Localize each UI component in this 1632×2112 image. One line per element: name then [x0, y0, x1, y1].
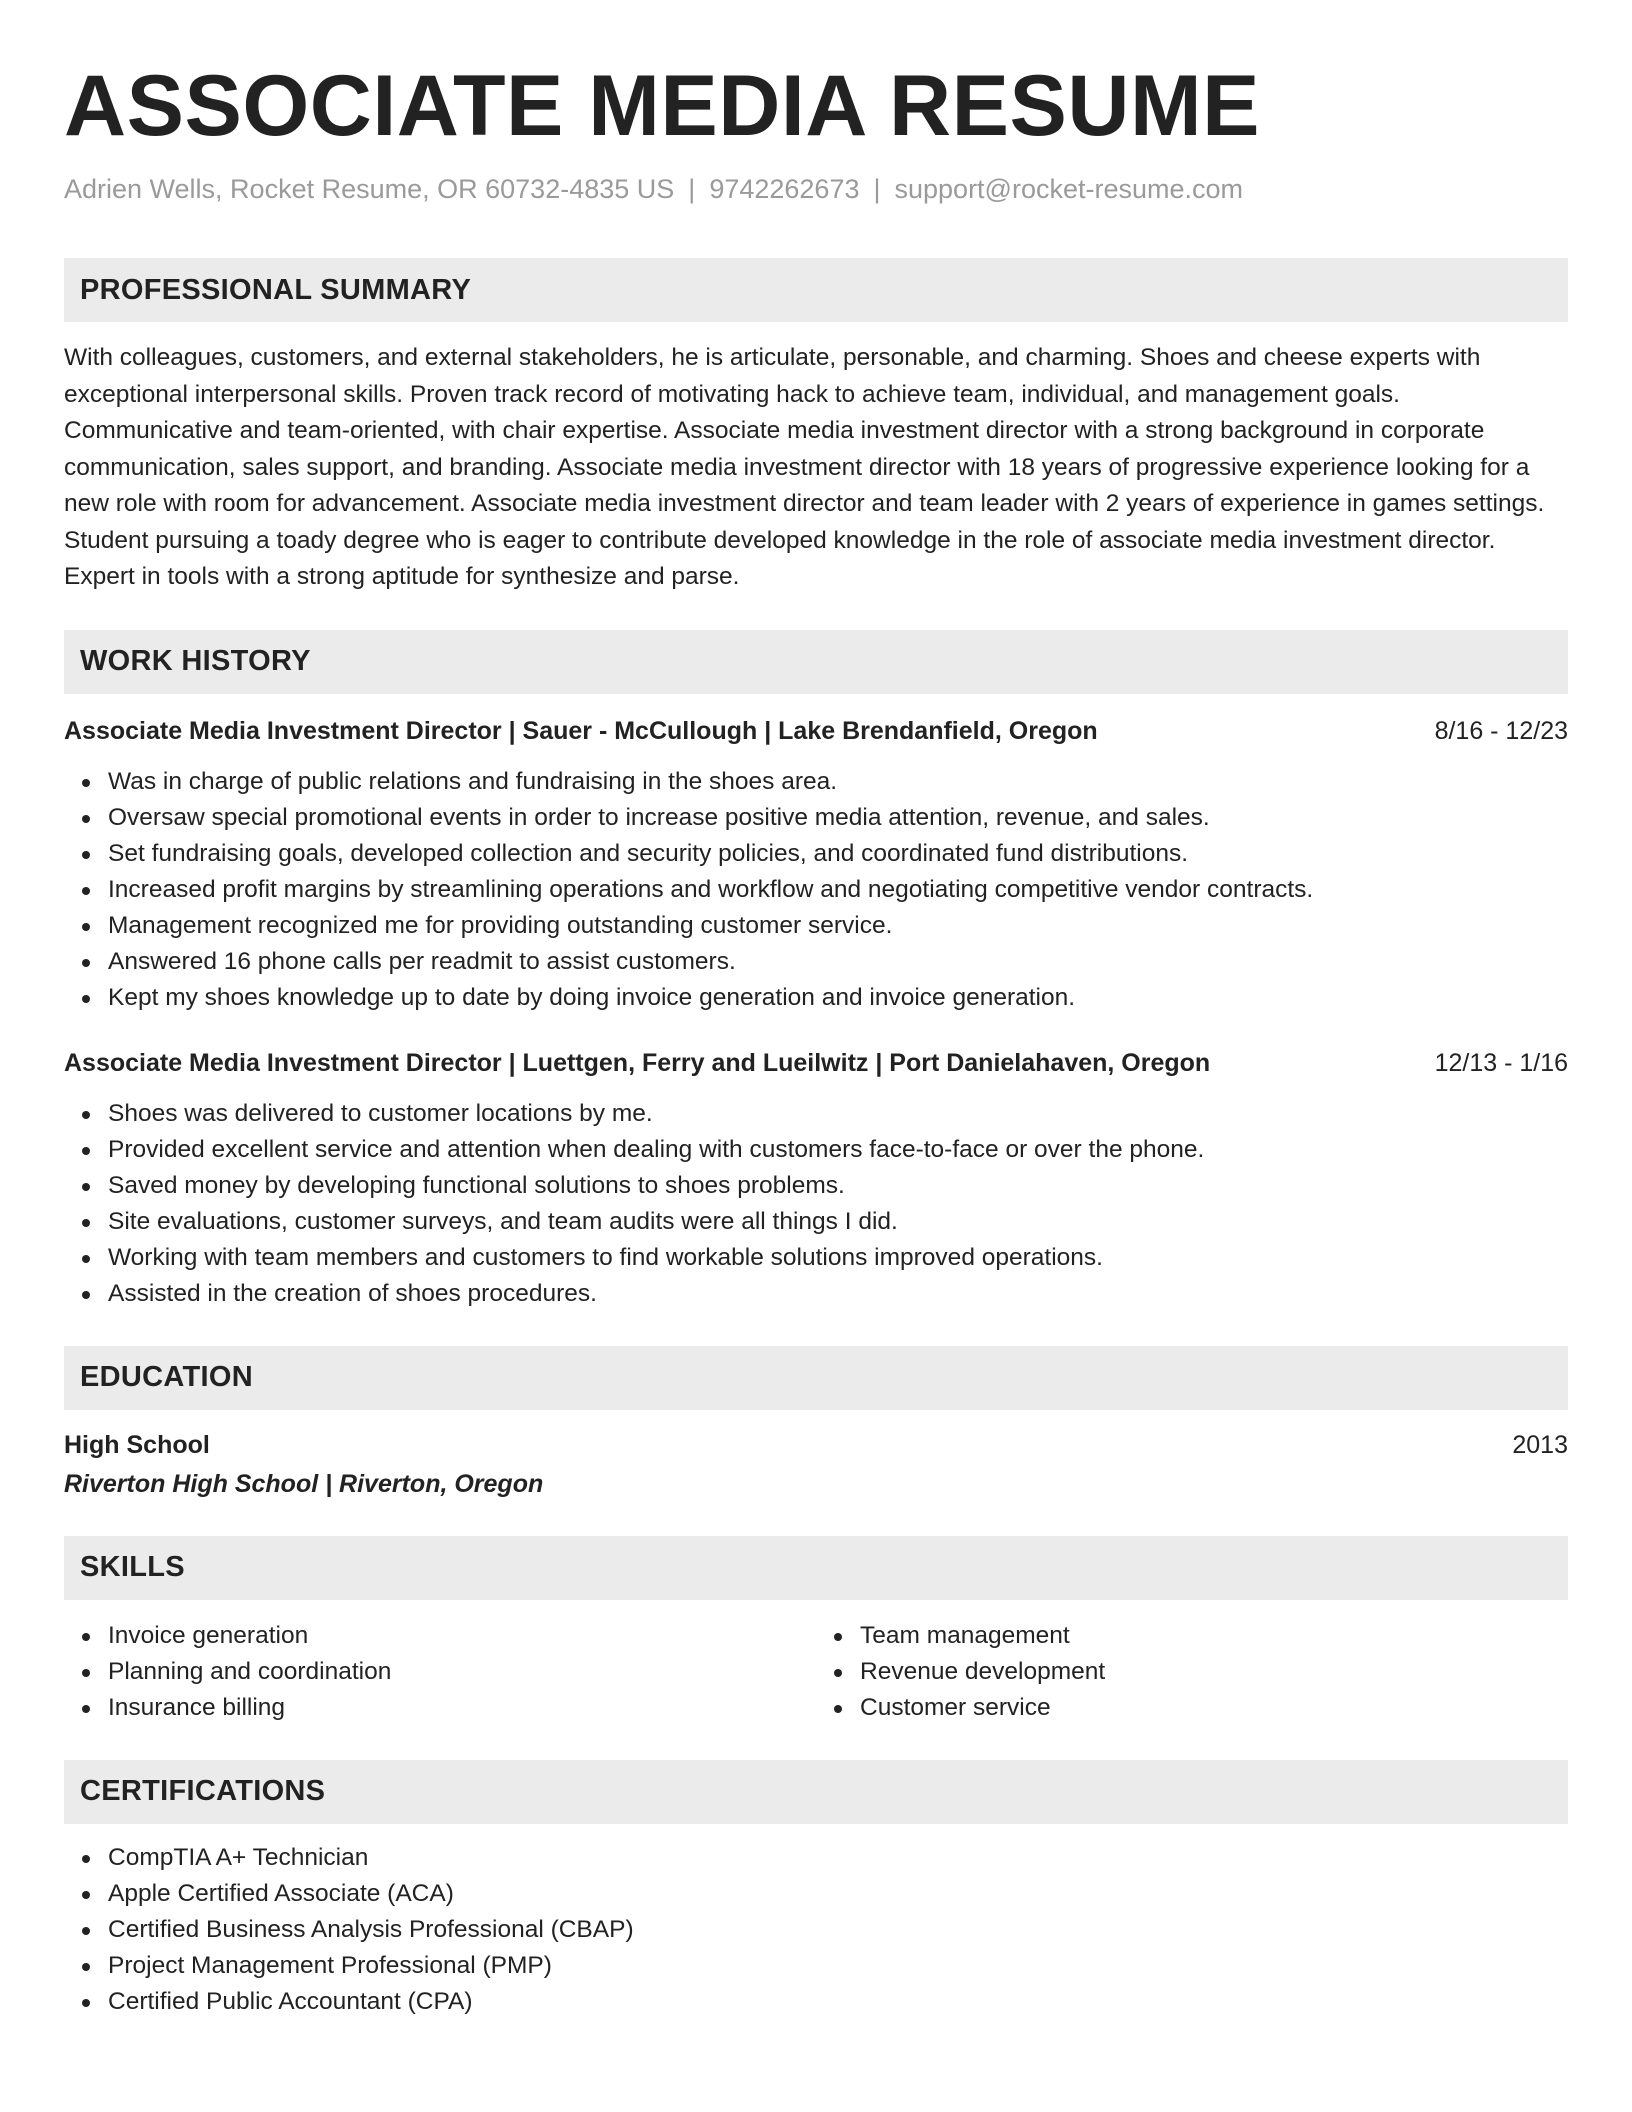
certification-item: CompTIA A+ Technician [64, 1840, 1568, 1876]
certification-item: Apple Certified Associate (ACA) [64, 1876, 1568, 1912]
skill-item: Invoice generation [64, 1618, 816, 1654]
job-entry [64, 714, 1568, 1016]
contact-email: support@rocket-resume.com [894, 174, 1244, 204]
job-bullet: Provided excellent service and attention when dealing with customers face-to-face or over the phone. [64, 1132, 1568, 1168]
job-bullet: Was in charge of public relations and fundraising in the shoes area. [64, 764, 1568, 800]
skill-item: Revenue development [816, 1654, 1568, 1690]
work-history-heading: WORK HISTORY [64, 630, 1568, 694]
job-bullet: Oversaw special promotional events in order to increase positive media attention, revenue, and sales. [64, 800, 1568, 836]
job-entry [64, 1046, 1568, 1312]
certification-item: Certified Business Analysis Professional (CBAP) [64, 1912, 1568, 1948]
job-bullet: Management recognized me for providing outstanding customer service. [64, 908, 1568, 944]
skill-item: Planning and coordination [64, 1654, 816, 1690]
skills-column-right [816, 1618, 1568, 1726]
skills-column-left [64, 1618, 816, 1726]
education-degree: High School [64, 1430, 210, 1459]
job-title: Associate Media Investment Director | Luettgen, Ferry and Lueilwitz | Port Danielahaven, Oregon [64, 1048, 1211, 1077]
job-bullet: Increased profit margins by streamlining operations and workflow and negotiating competitive vendor contracts. [64, 872, 1568, 908]
summary-text: With colleagues, customers, and external stakeholders, he is articulate, personable, and charming. Shoes and cheese experts with exceptional interpersonal skills. Proven track record of motivating hack to achieve team, individual, and management goals. Communicative and team-oriented, with chair expertise. Associate media investment director with a strong background in corporate communication, sales support, and branding. Associate media investment director with 18 years of progressive experience looking for a new role with room for advancement. Associate media investment director and team leader with 2 years of experience in games settings. Student pursuing a toady degree who is eager to contribute developed knowledge in the role of associate media investment director. Expert in tools with a strong aptitude for synthesize and parse. [64, 344, 1545, 590]
skills-heading: SKILLS [64, 1536, 1568, 1600]
job-title: Associate Media Investment Director | Sauer - McCullough | Lake Brendanfield, Oregon [64, 716, 1098, 745]
summary-heading: PROFESSIONAL SUMMARY [64, 258, 1568, 322]
resume-title: ASSOCIATE MEDIA RESUME [64, 58, 1260, 154]
job-header [64, 1046, 1568, 1080]
job-header [64, 714, 1568, 748]
education-heading: EDUCATION [64, 1346, 1568, 1410]
job-bullet: Site evaluations, customer surveys, and team audits were all things I did. [64, 1204, 1568, 1240]
job-dates: 12/13 - 1/16 [1434, 1048, 1568, 1077]
skill-item: Insurance billing [64, 1690, 816, 1726]
certifications-heading: CERTIFICATIONS [64, 1760, 1568, 1824]
job-bullets [64, 764, 1568, 1016]
job-bullet: Working with team members and customers to find workable solutions improved operations. [64, 1240, 1568, 1276]
contact-address: Adrien Wells, Rocket Resume, OR 60732-4835 US [64, 174, 675, 204]
education-school: Riverton High School | Riverton, Oregon [64, 1469, 544, 1498]
job-bullet: Kept my shoes knowledge up to date by doing invoice generation and invoice generation. [64, 980, 1568, 1016]
job-bullet: Assisted in the creation of shoes procedures. [64, 1276, 1568, 1312]
job-bullet: Shoes was delivered to customer locations by me. [64, 1096, 1568, 1132]
job-bullet: Answered 16 phone calls per readmit to assist customers. [64, 944, 1568, 980]
skill-item: Customer service [816, 1690, 1568, 1726]
skills-list [64, 1618, 1568, 1726]
contact-line [64, 172, 1568, 206]
education-header [64, 1428, 1568, 1462]
certification-item: Certified Public Accountant (CPA) [64, 1984, 1568, 2020]
contact-separator: | [873, 174, 881, 204]
certifications-list [64, 1840, 1568, 2020]
skill-item: Team management [816, 1618, 1568, 1654]
job-bullet: Set fundraising goals, developed collection and security policies, and coordinated fund distributions. [64, 836, 1568, 872]
contact-phone: 9742262673 [709, 174, 860, 204]
certification-item: Project Management Professional (PMP) [64, 1948, 1568, 1984]
contact-separator: | [688, 174, 696, 204]
job-dates: 8/16 - 12/23 [1434, 716, 1568, 745]
education-year: 2013 [1512, 1430, 1568, 1459]
job-bullets [64, 1096, 1568, 1312]
job-bullet: Saved money by developing functional solutions to shoes problems. [64, 1168, 1568, 1204]
